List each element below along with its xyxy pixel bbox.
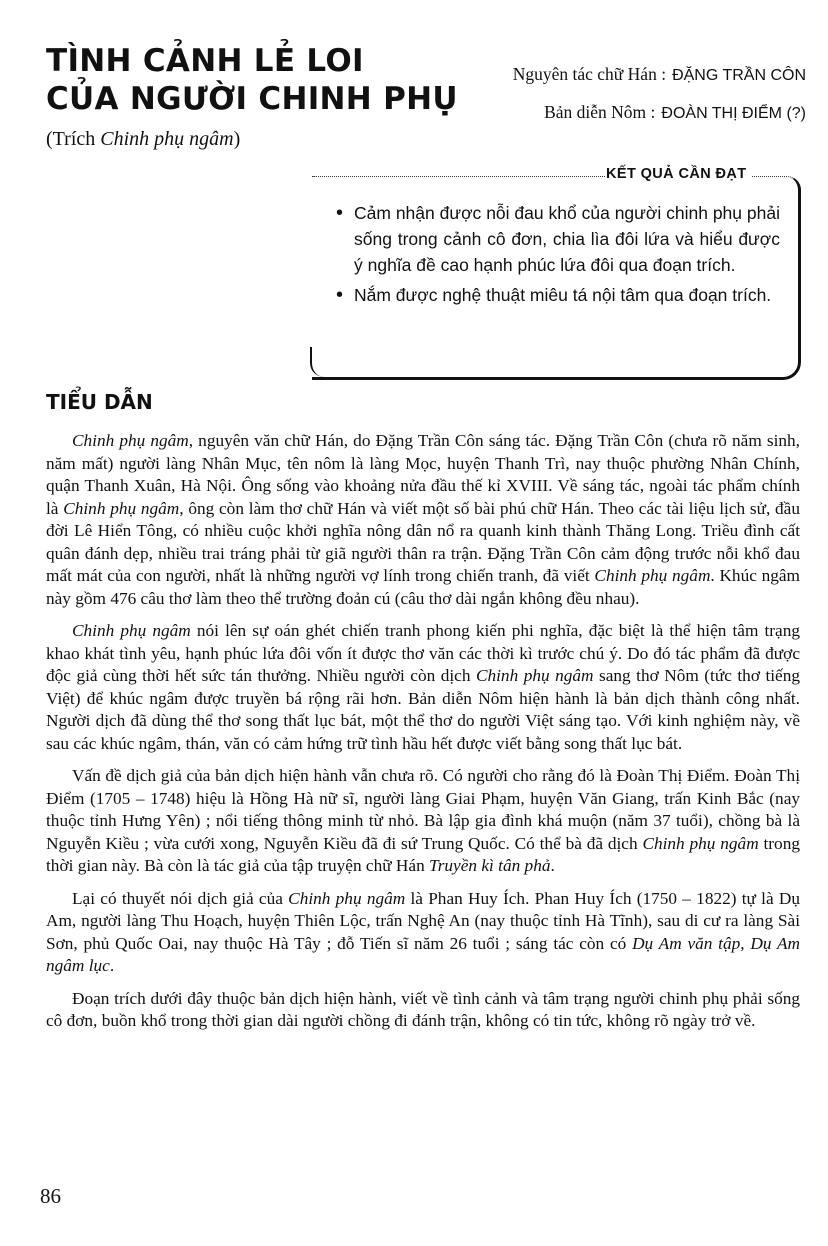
work-title: Truyền kì tân phả <box>429 856 551 875</box>
paragraph-3 <box>46 765 800 878</box>
nom-author: ĐOÀN THỊ ĐIỂM (?) <box>661 105 806 122</box>
goal-item: • Nắm được nghệ thuật miêu tá nội tâm qua đoạn trích. <box>336 282 780 308</box>
section-title: TIỂU DẪN <box>46 390 153 414</box>
text: Vấn đề dịch giả của bản dịch hiện hành vẫn chưa rõ. Có người cho rằng đó là Đoàn Thị Điểm. Đoàn Thị Điểm (1705 – 1748) hiệu là Hồng Hà nữ sĩ, người làng Giai Phạm, huyện Văn Giang, trấn Kinh Bắc (nay thuộc tỉnh Hưng Yên) ; nổi tiếng thông minh từ nhỏ. Bà lập gia đình khá muộn (năm 37 tuổi), chồng bà là Nguyễn Kiều ; vừa cưới xong, Nguyễn Kiều đã đi sứ Trung Quốc. Có thể bà đã dịch <box>46 766 800 853</box>
work-title: Chinh phụ ngâm <box>594 566 711 585</box>
nom-author-line <box>513 94 806 132</box>
text: . <box>550 856 555 875</box>
text: . <box>109 956 115 975</box>
text: Lại có thuyết nói dịch giả của <box>72 888 289 908</box>
work-title: Chinh phụ ngâm <box>72 431 189 450</box>
goals-list <box>336 200 780 312</box>
paragraph-1 <box>46 430 800 610</box>
paragraph-4 <box>46 888 800 978</box>
work-title: Chinh phụ ngâm <box>475 666 594 685</box>
original-author-line <box>513 56 806 94</box>
title-line-2: CỦA NGƯỜI CHINH PHỤ <box>46 81 458 117</box>
page-title <box>46 42 458 118</box>
text: , nguyên văn chữ Hán, do Đặng Trần Côn sáng tác. Đặng Trần Côn (chưa rõ năm sinh, năm mất) người làng Nhân Mục, tên nôm là làng Mọc, huyện Thanh Trì, nay thuộc phường Nhân Chính, quận Thanh Xuân, Hà Nội. Ông sống vào khoảng nửa đầu thế kỉ XVIII. Về sáng tác, ngoài tác phẩm chính là <box>46 431 800 518</box>
goals-title: KẾT QUẢ CẦN ĐẠT <box>606 166 751 182</box>
original-author: ĐẶNG TRẦN CÔN <box>672 67 806 84</box>
excerpt-prefix: (Trích <box>46 128 101 150</box>
text: là Phan Huy Ích. Phan Huy Ích (1750 – 1822) tự là Dụ Am, người làng Thu Hoạch, huyện Thiên Lộc, trấn Nghệ An (nay thuộc tỉnh Hà Tĩnh), sau di cư ra làng Sài Sơn, phủ Quốc Oai, nay thuộc Hà Tây ; đỗ Tiến sĩ năm 26 tuổi ; sáng tác còn có <box>46 888 800 953</box>
goal-item: • Cảm nhận được nỗi đau khổ của người chinh phụ phải sống trong cảnh cô đơn, chia lìa đôi lứa và hiểu được ý nghĩa đề cao hạnh phúc lứa đôi qua đoạn trích. <box>336 200 780 278</box>
body-text <box>46 430 800 1043</box>
text: Đoạn trích dưới đây thuộc bản dịch hiện hành, viết về tình cảnh và tâm trạng người chinh phụ phải sống cô đơn, buồn khổ trong thời gian dài người chồng đi đánh trận, không có tin tức, không rõ ngày trở về. <box>46 988 800 1030</box>
work-title: Chinh phụ ngâm <box>642 833 759 853</box>
work-title: Dụ Am văn tập, Dụ Am ngâm lục <box>46 933 800 975</box>
paragraph-5 <box>46 988 800 1033</box>
excerpt-note <box>46 126 240 152</box>
author-credits <box>513 56 806 132</box>
excerpt-suffix: ) <box>233 128 241 150</box>
nom-label: Bản diễn Nôm : <box>544 102 656 122</box>
page-number: 86 <box>40 1184 61 1208</box>
paragraph-2 <box>46 620 800 755</box>
work-title: Chinh phụ ngâm <box>72 621 191 640</box>
original-label: Nguyên tác chữ Hán : <box>512 64 667 84</box>
excerpt-work: Chinh phụ ngâm <box>100 128 234 150</box>
text: nói lên sự oán ghét chiến tranh phong kiến phi nghĩa, đặc biệt là thể hiện tâm trạng khao khát tình yêu, hạnh phúc lứa đôi vốn ít được thơ văn các thời kì trước chú ý. Do đó tác phẩm đã được độc giả cùng thời hết sức tán thưởng. Nhiều người còn dịch <box>46 621 801 685</box>
text: . Khúc ngâm này gồm 476 câu thơ làm theo thể trường đoản cú (câu thơ dài ngắn không đều nhau). <box>46 566 800 608</box>
work-title: Chinh phụ ngâm <box>63 498 180 518</box>
text: sang thơ Nôm (tức thơ tiếng Việt) để khúc ngâm được truyền bá rộng rãi hơn. Bản diễn Nôm hiện hành là bản dịch thành công nhất. Người dịch đã dùng thể thơ song thất lục bát, một thể thơ do người Việt sáng tạo. Với kinh nghiệm này, về sau các khúc ngâm, thán, văn có cảm hứng trữ tình hầu hết được viết bằng song thất lục bát. <box>46 666 801 753</box>
title-line-1: TÌNH CẢNH LẺ LOI <box>46 43 364 79</box>
text: trong thời gian này. Bà còn là tác giả của tập truyện chữ Hán <box>46 833 800 875</box>
text: , ông còn làm thơ chữ Hán và viết một số bài phú chữ Hán. Theo các tài liệu lịch sử, đầu đời Lê Hiển Tông, có nhiều cuộc khởi nghĩa nông dân nổ ra quanh kinh thành Thăng Long. Triều đình cất quân đánh dẹp, nhiều trai tráng phải từ giã người thân ra trận. Đặng Trần Côn cảm động trước nỗi khổ đau mất mát của con người, nhất là những người vợ lính trong chiến tranh, đã viết <box>46 498 800 585</box>
work-title: Chinh phụ ngâm <box>288 888 406 908</box>
